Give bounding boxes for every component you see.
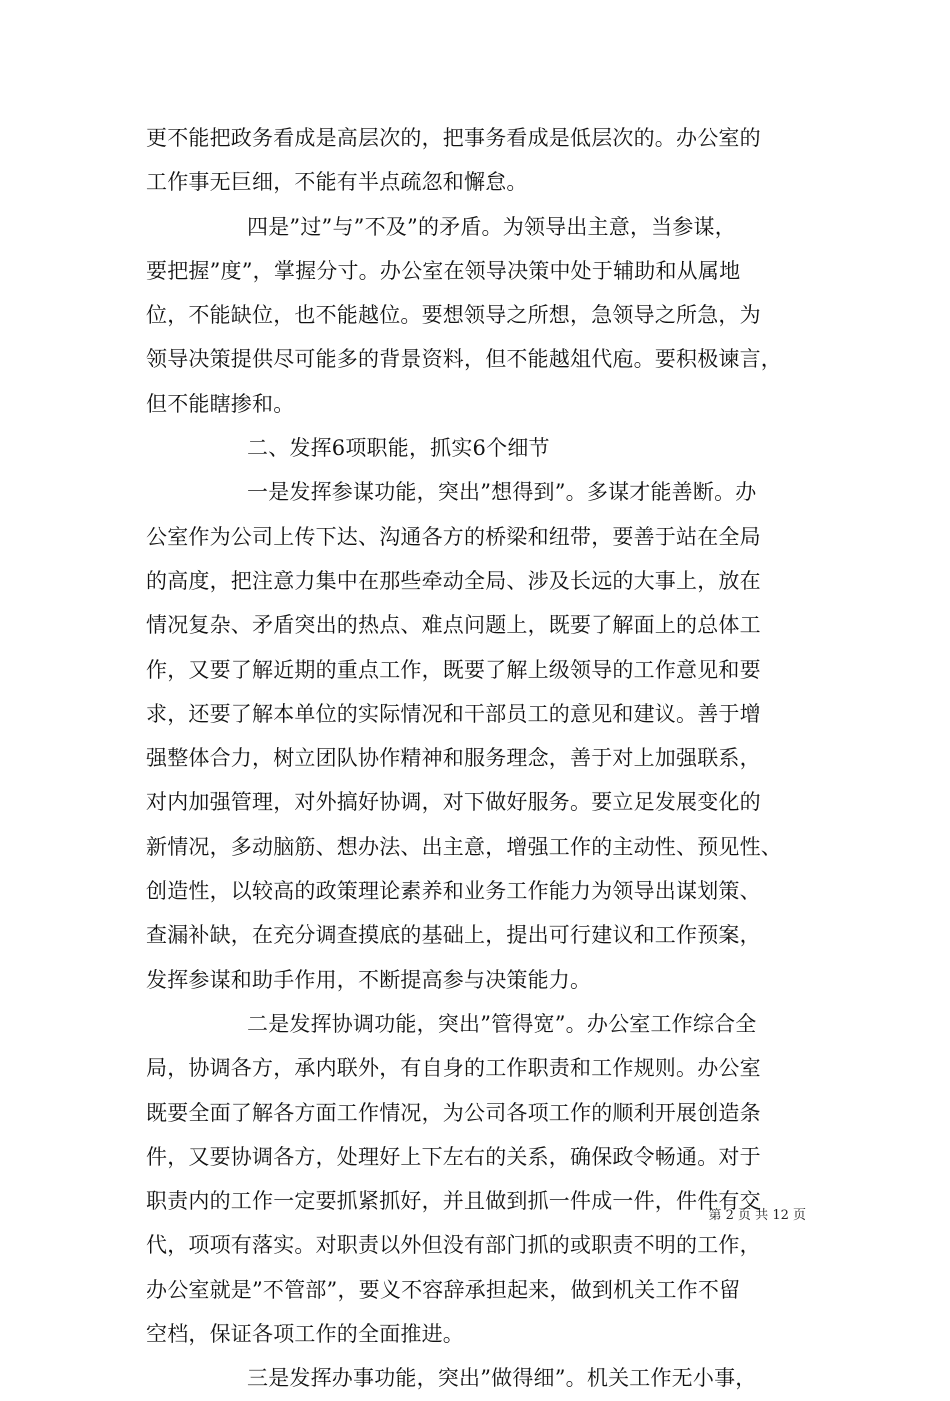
body-line: 的高度，把注意力集中在那些牵动全局、涉及长远的大事上，放在 [146,568,761,593]
body-line: 强整体合力，树立团队协作精神和服务理念，善于对上加强联系， [146,746,761,771]
paragraph-start-line: 四是”过”与”不及”的矛盾。为领导出主意，当参谋， [247,214,736,239]
body-line: 创造性，以较高的政策理论素养和业务工作能力为领导出谋划策、 [146,879,761,904]
body-line: 查漏补缺，在充分调查摸底的基础上，提出可行建议和工作预案， [146,923,761,948]
paragraph-start-line: 三是发挥办事功能，突出”做得细”。机关工作无小事， [247,1366,757,1391]
paragraph-start-line: 一是发挥参谋功能，突出”想得到”。多谋才能善断。办 [247,480,757,505]
body-line: 更不能把政务看成是高层次的，把事务看成是低层次的。办公室的 [146,126,761,150]
body-line: 作，又要了解近期的重点工作，既要了解上级领导的工作意见和要 [146,657,761,682]
body-line: 公室作为公司上传下达、沟通各方的桥梁和纽带，要善于站在全局 [146,524,761,549]
body-line: 要把握”度”，掌握分寸。办公室在领导决策中处于辅助和从属地 [146,258,741,283]
body-line: 发挥参谋和助手作用，不断提高参与决策能力。 [146,967,592,992]
body-line: 位，不能缺位，也不能越位。要想领导之所想，急领导之所急，为 [146,303,761,328]
body-line: 工作事无巨细，不能有半点疏忽和懈怠。 [146,170,528,195]
body-line: 空档，保证各项工作的全面推进。 [146,1322,464,1347]
body-line: 新情况，多动脑筋、想办法、出主意，增强工作的主动性、预见性、 [146,834,782,859]
body-line: 但不能瞎掺和。 [146,391,295,416]
paragraph-start-line: 二是发挥协调功能，突出”管得宽”。办公室工作综合全 [247,1011,757,1036]
body-line: 件，又要协调各方，处理好上下左右的关系，确保政令畅通。对于 [146,1144,761,1169]
body-line: 办公室就是”不管部”，要义不容辞承担起来，做到机关工作不留 [146,1277,741,1302]
body-line: 情况复杂、矛盾突出的热点、难点问题上，既要了解面上的总体工 [146,613,761,638]
body-line: 求，还要了解本单位的实际情况和干部员工的意见和建议。善于增 [146,701,761,726]
section-heading: 二、发挥6项职能，抓实6个细节 [247,436,550,461]
body-line: 局，协调各方，承内联外，有自身的工作职责和工作规则。办公室 [146,1056,761,1081]
body-line: 对内加强管理，对外搞好协调，对下做好服务。要立足发展变化的 [146,790,761,815]
page-number-footer: 第 2 页 共 12 页 [708,1208,806,1223]
body-line: 领导决策提供尽可能多的背景资料，但不能越俎代庖。要积极谏言， [146,347,782,372]
body-line: 职责内的工作一定要抓紧抓好，并且做到抓一件成一件，件件有交 [146,1189,761,1214]
body-line: 代，项项有落实。对职责以外但没有部门抓的或职责不明的工作， [146,1233,761,1258]
body-line: 既要全面了解各方面工作情况，为公司各项工作的顺利开展创造条 [146,1100,761,1125]
